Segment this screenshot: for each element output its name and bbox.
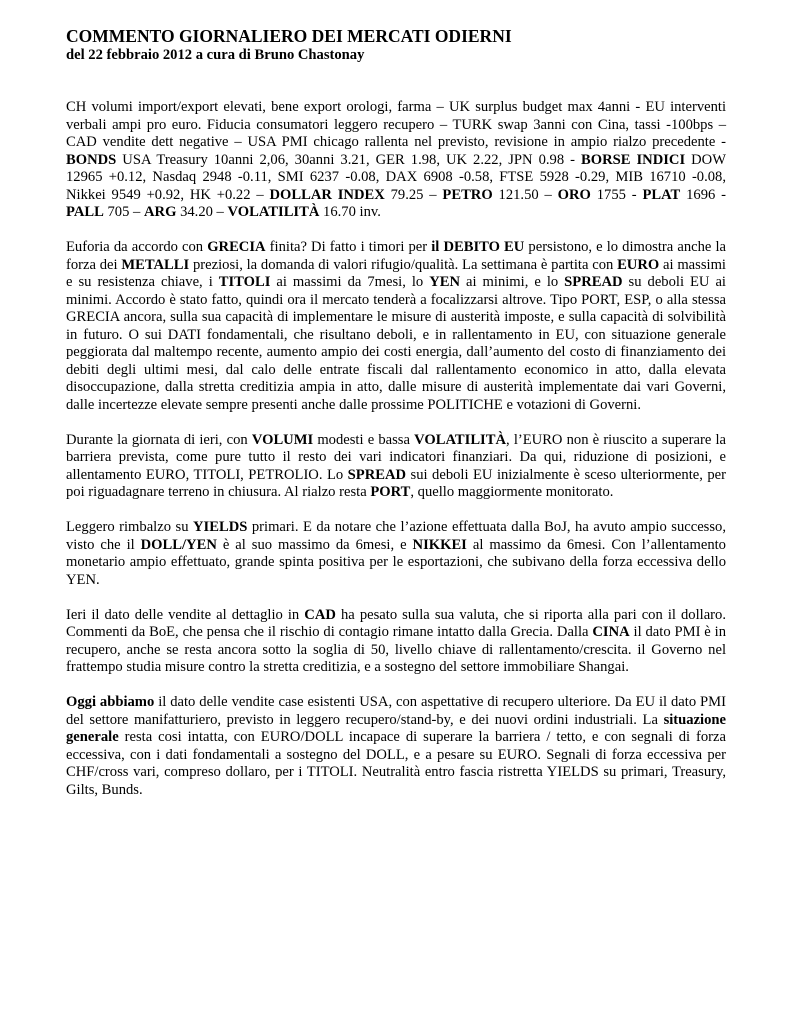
document-page [66,26,726,799]
bold-term: METALLI [121,256,190,273]
paragraph-yields-boj [66,519,726,589]
text-run: Durante la giornata di ieri, con [66,431,252,448]
paragraph-yesterday-session [66,432,726,502]
text-run: Ieri il dato delle vendite al dettaglio in [66,606,305,623]
text-run: ha pesato sulla sua valuta, che si riporta alla pari con il dollaro. Commenti da BoE, che pensa che il rischio di contagio rimane intatto dalla Grecia. Dalla [66,606,726,640]
paragraph-cad-china [66,607,726,677]
document-title: COMMENTO GIORNALIERO DEI MERCATI ODIERNI [66,26,512,46]
bold-term: SPREAD [564,274,623,290]
bold-term: GRECIA [207,239,266,255]
bold-term: CINA [592,624,630,640]
text-run: , quello maggiormente monitorato. [410,484,614,500]
text-run: il dato PMI è in recupero, anche se resta ancora sotto la soglia di 50, livello chiave di rallentamento/crescita. il Governo nel frattempo studia misure contro la stretta creditizia, e a sostegno del settore immobiliare Shangai. [66,624,726,675]
bold-term: ORO [557,186,591,203]
bold-term: il DEBITO EU [431,239,525,255]
bold-term: CAD [304,606,336,623]
bold-term: PETRO [442,186,493,203]
text-run: ai minimi, e lo [460,274,565,290]
bold-term: DOLL/YEN [140,536,217,553]
paragraph-today-outlook [66,694,726,799]
text-run: persistono, e lo dimostra anche la forza dei [66,239,727,273]
text-run: 34.20 – [176,204,228,220]
bold-term: YEN [429,274,461,290]
text-run: ai massimi e su resistenza chiave, i [66,256,726,290]
bold-term: NIKKEI [412,536,467,553]
bold-term: DOLLAR INDEX [269,186,385,203]
text-run: finita? Di fatto i timori per [265,239,432,255]
text-run: 121.50 – [492,186,558,203]
bold-term: ARG [143,204,177,220]
text-run: DOW 12965 +0.12, Nasdaq 2948 -0.11, SMI 6237 -0.08, DAX 6908 -0.58, FTSE 5928 -0.29, MIB 16710 -0.08, Nikkei 9549 +0.92, HK +0.22 – [66,151,726,203]
bold-term: Oggi abbiamo [66,694,155,710]
text-run: ai massimi da 7mesi, lo [270,274,430,290]
text-run: primari. E da notare che l’azione effettuata dalla BoJ, ha avuto ampio successo, visto che il [66,519,726,553]
text-run: Leggero rimbalzo su [66,519,194,535]
bold-term: VOLATILITÀ [414,431,507,448]
bold-term: SPREAD [347,466,407,483]
text-run: su deboli EU ai minimi. Accordo è stato fatto, quindi ora il mercato tenderà a focalizzarsi altrove. Tipo PORT, ESP, o alla stessa GRECIA ancora, sulla sua capacità di implementare le misure di austerità imposte, e sulla capacità di solvibilità in futuro. O sui DATI fondamentali, che risultano deboli, e in rallentamento in EU, con situazione generale peggiorata dal maltempo recente, aumento ampio dei costi energia, dall’aumento del costo di finanziamento dei debiti degli ultimi mesi, dal calo delle entrate fiscali dal rallentamento economico in atto, dalla elevata disoccupazione, dalla stretta creditizia ampia in atto, dalle misure di austerità implementate dai vari Governi, dalle incertezze elevate sempre presenti anche dalle prossime POLITICHE e votazioni di Governi. [66,274,726,413]
paragraph-market-summary [66,99,726,222]
bold-term: PORT [370,484,411,500]
bold-term: VOLUMI [251,431,314,448]
text-run: preziosi, la domanda di valori rifugio/qualità. La settimana è partita con [189,256,618,273]
text-run: resta cosi intatta, con EURO/DOLL incapace di superare la barriera / tetto, e con segnali di forza eccessiva, con i dati fondamentali a sostegno del DOLL, e a pesare su EURO. Segnali di forza eccessiva per CHF/cross vari, compreso dollaro, per i TITOLI. Neutralità entro fascia ristretta YIELDS su primari, Treasury, Gilts, Bunds. [66,729,726,798]
text-run: , l’EURO non è riuscito a superare la barriera prevista, come pure tutto il resto dei vari indicatori finanziari. Da qui, riduzione di posizioni, e allentamento EURO, TITOLI, PETROLIO. Lo [66,431,727,483]
text-run: CH volumi import/export elevati, bene export orologi, farma – UK surplus budget max 4anni - EU interventi verbali ampi pro euro. Fiducia consumatori leggero recupero – TURK swap 3anni con Cina, tassi -100bps – CAD vendite dett negative – USA PMI chicago rallenta nel previsto, revisione in ampio rialzo precedente - [66,99,726,150]
text-run: sui deboli EU inizialmente è sceso ulteriormente, per poi riguadagnare terreno in chiusura. Al rialzo resta [66,466,726,500]
text-run: al massimo da 6mesi. Con l’allentamento monetario ampio effettuato, grande spinta positiva per le esportazioni, che subivano della forza eccessiva dello YEN. [66,536,726,588]
bold-term: situazione generale [66,711,726,745]
text-run: 1755 - [590,186,643,203]
bold-term: YIELDS [193,519,248,535]
text-run: è al suo massimo da 6mesi, e [216,536,413,553]
text-run: il dato delle vendite case esistenti USA, con aspettative di recupero ulteriore. Da EU il dato PMI del settore manifatturiero, previsto in leggero recupero/stand-by, e dei nuovi ordini industriali. La [66,694,726,728]
bold-term: BORSE INDICI [581,151,686,168]
text-run: 79.25 – [384,186,443,203]
bold-term: VOLATILITÀ [227,204,320,220]
bold-term: TITOLI [218,274,271,290]
text-run: USA Treasury 10anni 2,06, 30anni 3.21, GER 1.98, UK 2.22, JPN 0.98 - [116,151,581,168]
text-run: 705 – [103,204,144,220]
bold-term: BONDS [66,151,117,168]
document-subtitle: del 22 febbraio 2012 a cura di Bruno Chastonay [66,47,365,63]
bold-term: PALL [66,204,104,220]
text-run: 16.70 inv. [319,204,381,220]
text-run: Euforia da accordo con [66,239,208,255]
text-run: 1696 - [680,186,726,203]
paragraph-greece-debt [66,239,726,414]
bold-term: PLAT [642,186,681,203]
text-run: modesti e bassa [313,431,415,448]
bold-term: EURO [617,256,660,273]
